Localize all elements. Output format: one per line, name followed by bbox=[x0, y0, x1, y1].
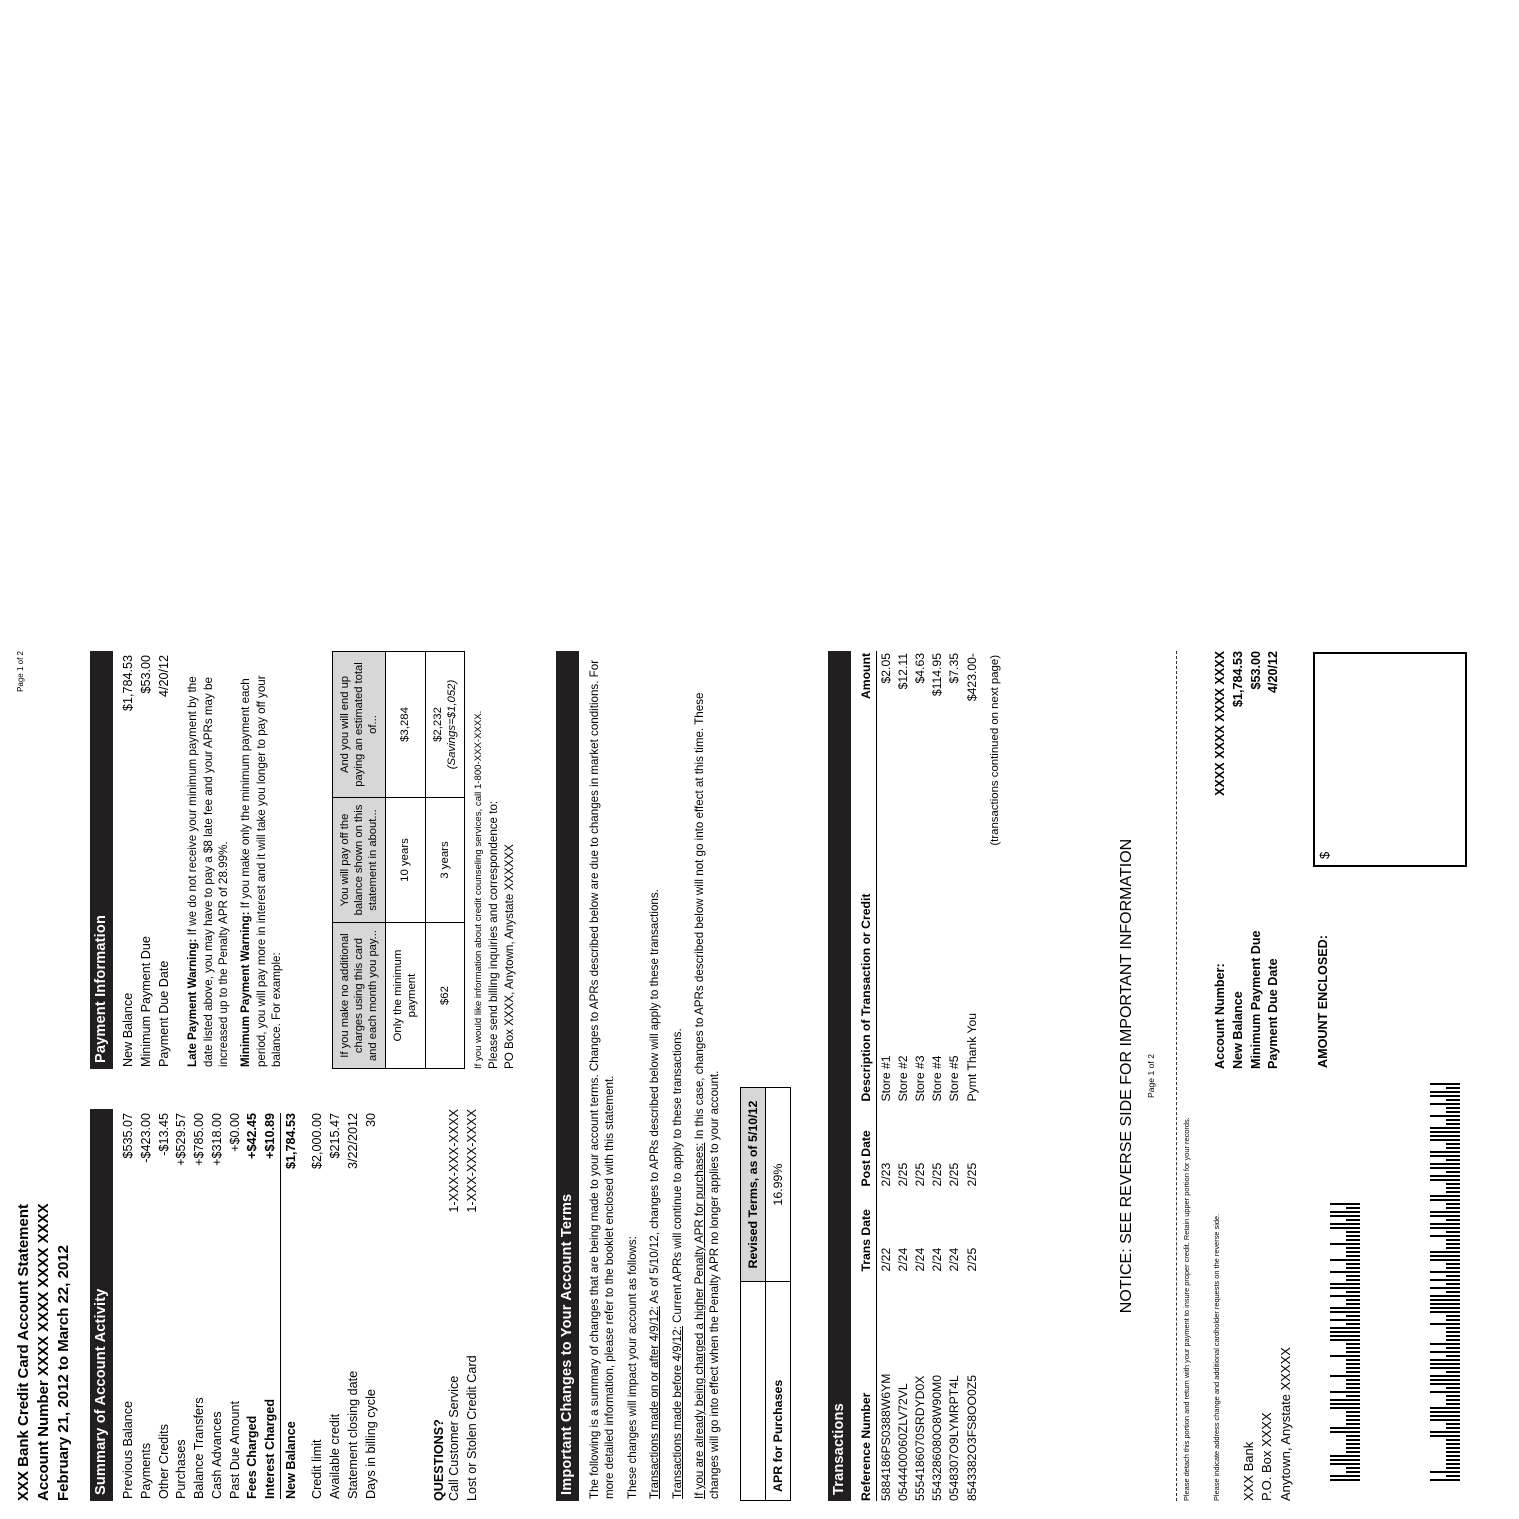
summary-value: $2,000.00 bbox=[310, 1113, 325, 1170]
min-warning-text: If you make only the minimum payment each period, you will pay more in interest and it will take you longer to pay off your balance. For example: bbox=[239, 675, 284, 1067]
changes-para-3-underline: If you are already being charged a higher Penalty APR for purchases: bbox=[693, 1142, 707, 1499]
summary-value: -$423.00 bbox=[138, 1113, 153, 1163]
table-row bbox=[1230, 651, 1248, 1069]
tx-col-amount: Amount bbox=[857, 651, 877, 779]
apr-table-header: Revised Terms, as of 5/10/12 bbox=[741, 1088, 766, 1282]
payment-information bbox=[90, 651, 292, 1069]
address-line-2: P.O. Box XXXX bbox=[1259, 1412, 1275, 1501]
changes-para-3 bbox=[692, 653, 723, 1499]
table-row bbox=[120, 1113, 138, 1499]
table-header-row bbox=[741, 1088, 766, 1501]
summary-label: Purchases bbox=[174, 1439, 189, 1499]
changes-intro: The following is a summary of changes that are being made to your account terms. Changes to APRs described below are due to changes in market conditions. For more detailed information, please refer to the booklet enclosed with this statement. bbox=[588, 659, 617, 1499]
table-row bbox=[138, 1113, 156, 1499]
questions-value[interactable]: 1-XXX-XXX-XXXX bbox=[464, 1109, 479, 1213]
mpw-time: 3 years bbox=[425, 797, 465, 922]
summary-label: Balance Transfers bbox=[192, 1397, 207, 1499]
table-row bbox=[1212, 651, 1230, 1069]
table-row bbox=[120, 655, 138, 1067]
mpw-time: 10 years bbox=[386, 797, 426, 922]
table-row bbox=[173, 1113, 191, 1499]
summary-label: Fees Charged bbox=[245, 1415, 260, 1499]
table-row bbox=[766, 1088, 791, 1501]
tx-amount: $12.11 bbox=[895, 653, 910, 690]
summary-value: 30 bbox=[363, 1113, 378, 1128]
summary-label: Statement closing date bbox=[345, 1370, 360, 1499]
tx-description: Store #3 bbox=[912, 1055, 927, 1102]
late-payment-warning bbox=[185, 655, 231, 1067]
amount-enclosed-row bbox=[1312, 651, 1468, 1069]
billing-inquiries bbox=[486, 651, 517, 1069]
header-period-line: February 21, 2012 to March 22, 2012 bbox=[55, 1245, 73, 1501]
table-header-row bbox=[857, 651, 877, 1501]
table-row bbox=[464, 1109, 482, 1501]
summary-value: -$13.45 bbox=[156, 1113, 171, 1156]
amount-enclosed-table bbox=[1312, 651, 1468, 1069]
questions-section bbox=[432, 1109, 481, 1501]
questions-label: Lost or Stolen Credit Card bbox=[464, 1355, 479, 1501]
table-row bbox=[446, 1109, 464, 1501]
mpw-total: $3,284 bbox=[386, 652, 426, 798]
table-row bbox=[894, 651, 911, 1501]
table-row bbox=[425, 652, 465, 1069]
apr-changes-table bbox=[740, 1087, 791, 1501]
postal-barcode-top bbox=[1330, 1171, 1364, 1481]
table-row bbox=[191, 1113, 209, 1499]
header-bank-line: XXX Bank Credit Card Account Statement bbox=[15, 1203, 32, 1501]
payment-info-value: $1,784.53 bbox=[121, 655, 136, 712]
minimum-payment-table-wrapper bbox=[332, 651, 493, 1069]
tx-reference: 5884186PS0388W6YM bbox=[878, 1373, 893, 1501]
changes-para-1-rest: As of 5/10/12, changes to APRs described below will apply to these transactions. bbox=[648, 889, 662, 1307]
payment-info-value: 4/20/12 bbox=[156, 655, 171, 698]
detach-dashed-line bbox=[1176, 651, 1177, 1501]
table-row bbox=[877, 651, 895, 1501]
tx-amount: $2.05 bbox=[878, 653, 893, 684]
tx-trans-date: 2/25 bbox=[964, 1247, 979, 1272]
tx-description: Pymt Thank You bbox=[964, 1012, 979, 1102]
summary-value: +$529.57 bbox=[174, 1113, 189, 1166]
tx-amount: $423.00- bbox=[964, 653, 979, 702]
table-row bbox=[963, 651, 980, 1501]
statement-header bbox=[14, 941, 74, 1501]
tx-reference: 0544400060ZLV72VL bbox=[895, 1383, 910, 1501]
table-row bbox=[386, 652, 426, 1069]
tx-amount: $7.35 bbox=[947, 653, 962, 684]
remit-label: Account Number: bbox=[1213, 963, 1228, 1069]
summary-value: +$785.00 bbox=[192, 1113, 207, 1166]
tx-reference: 5554186070SRDYD0X bbox=[912, 1375, 927, 1501]
billing-inquiries-line1: Please send billing inquiries and correspondence to: bbox=[487, 800, 500, 1069]
payment-info-title: Payment Information bbox=[90, 651, 113, 1069]
tx-post-date: 2/25 bbox=[912, 1162, 927, 1187]
table-row bbox=[155, 1113, 173, 1499]
summary-label: Credit limit bbox=[310, 1439, 325, 1499]
tx-col-trans-date: Trans Date bbox=[857, 1187, 877, 1272]
payment-info-label: Minimum Payment Due bbox=[138, 936, 153, 1067]
billing-inquiries-line2: PO Box XXXX, Anytown, Anystate XXXXXX bbox=[502, 844, 516, 1069]
tx-amount: $114.95 bbox=[930, 653, 945, 697]
remit-value: XXXX XXXX XXXX XXXX bbox=[1213, 651, 1228, 796]
remittance-page-number: Page 1 of 2 bbox=[1146, 1054, 1156, 1098]
late-warning-text: If we do not receive your minimum payment by the date listed above, you may have to pay a $8 late fee and your APRs may be increased up to the Penalty APR of 28.99%. bbox=[186, 676, 231, 1067]
changes-para-2-rest: Current APRs will continue to apply to these transactions. bbox=[670, 1028, 684, 1327]
changes-para-2 bbox=[670, 653, 685, 1499]
table-row bbox=[1247, 651, 1265, 1069]
currency-symbol: $ bbox=[1317, 851, 1332, 859]
transactions-table bbox=[857, 651, 1003, 1501]
table-row bbox=[980, 651, 1003, 1501]
transactions-continued-note: (transactions continued on next page) bbox=[989, 655, 1002, 846]
payment-info-value: $53.00 bbox=[138, 655, 153, 694]
summary-label: Interest Charged bbox=[263, 1398, 278, 1499]
table-row bbox=[138, 655, 156, 1067]
mpw-pay: Only the minimum payment bbox=[386, 923, 426, 1069]
minimum-payment-warning bbox=[238, 655, 284, 1067]
mpw-header-time: You will pay off the balance shown on this statement in about... bbox=[333, 797, 386, 922]
table-row bbox=[327, 1113, 345, 1499]
tx-reference: 5543286080O8W90M0 bbox=[930, 1374, 945, 1501]
changes-title: Important Changes to Your Account Terms bbox=[556, 651, 579, 1501]
mpw-total-value: $2,232 bbox=[431, 707, 444, 742]
table-row bbox=[226, 1113, 244, 1499]
credit-counseling-note: If you would like information about credit counseling services, call 1-800-XXX-XXXX. bbox=[473, 710, 484, 1069]
detach-instructions: Please detach this portion and return with your payment to insure proper credit. Retain upper portion for your records. bbox=[1182, 1117, 1191, 1501]
tx-post-date: 2/25 bbox=[930, 1162, 945, 1187]
summary-title: Summary of Account Activity bbox=[90, 1109, 113, 1501]
payment-info-label: Payment Due Date bbox=[156, 960, 171, 1067]
new-balance-row bbox=[280, 1113, 300, 1499]
table-row bbox=[362, 1113, 380, 1499]
mailing-address bbox=[1240, 1141, 1295, 1501]
tx-trans-date: 2/24 bbox=[930, 1247, 945, 1272]
header-account-line: Account Number XXXX XXXX XXXX XXXX bbox=[35, 1203, 53, 1501]
mpw-pay: $62 bbox=[425, 923, 465, 1069]
reverse-side-notice: NOTICE: SEE REVERSE SIDE FOR IMPORTANT INFORMATION bbox=[1118, 838, 1135, 1314]
table-row bbox=[155, 655, 173, 1067]
table-row bbox=[946, 651, 963, 1501]
summary-value: +$318.00 bbox=[209, 1113, 224, 1166]
remittance-table bbox=[1212, 651, 1283, 1069]
summary-value: +$42.45 bbox=[245, 1113, 260, 1159]
tx-col-description: Description of Transaction or Credit bbox=[857, 779, 877, 1102]
changes-para-1-underline: Transactions made on or after 4/9/12: bbox=[648, 1306, 662, 1499]
changes-para-1 bbox=[647, 653, 662, 1499]
summary-value: $215.47 bbox=[328, 1113, 343, 1159]
late-warning-label: Late Payment Warning: bbox=[186, 938, 200, 1067]
questions-table bbox=[446, 1109, 481, 1501]
summary-table bbox=[120, 1113, 380, 1499]
summary-label: Past Due Amount bbox=[227, 1400, 242, 1499]
summary-value: $535.07 bbox=[121, 1113, 136, 1159]
apr-row-label: APR for Purchases bbox=[766, 1282, 791, 1501]
spacer-row bbox=[300, 1113, 309, 1499]
tx-post-date: 2/25 bbox=[895, 1162, 910, 1187]
summary-label: Cash Advances bbox=[209, 1411, 224, 1499]
amount-enclosed-label: AMOUNT ENCLOSED: bbox=[1316, 935, 1330, 1068]
table-row bbox=[929, 651, 946, 1501]
summary-label: Available credit bbox=[328, 1413, 343, 1499]
payment-info-table bbox=[120, 655, 173, 1067]
tx-description: Store #1 bbox=[878, 1055, 893, 1102]
table-row bbox=[244, 1113, 262, 1499]
transactions-section bbox=[828, 651, 1003, 1501]
changes-impact: These changes will impact your account as follows: bbox=[625, 1236, 639, 1499]
summary-label: Days in billing cycle bbox=[363, 1389, 378, 1499]
summary-label: Payments bbox=[138, 1443, 153, 1499]
tx-reference: 0548307O9LYMRPT4L bbox=[947, 1375, 962, 1501]
summary-label: Previous Balance bbox=[121, 1400, 136, 1499]
questions-value[interactable]: 1-XXX-XXX-XXXX bbox=[447, 1109, 462, 1213]
tx-post-date: 2/25 bbox=[947, 1162, 962, 1187]
address-line-1: XXX Bank bbox=[1241, 1441, 1256, 1501]
tx-trans-date: 2/24 bbox=[947, 1247, 962, 1272]
summary-value: +$10.89 bbox=[263, 1113, 278, 1159]
summary-value: +$0.00 bbox=[227, 1113, 242, 1152]
table-row bbox=[1312, 651, 1468, 1069]
address-change-note: Please indicate address change and additional cardholder requests on the reverse side. bbox=[1212, 1213, 1221, 1501]
tx-col-reference: Reference Number bbox=[857, 1272, 877, 1502]
amount-enclosed-input[interactable] bbox=[1313, 652, 1467, 867]
table-header-row bbox=[333, 652, 386, 1069]
changes-para-3-rest: In this case, changes to APRs described below will not go into effect at this time. These changes will go into effect when the Penalty APR no longer applies to your account. bbox=[693, 692, 722, 1499]
tx-description: Store #2 bbox=[895, 1055, 910, 1102]
tx-post-date: 2/23 bbox=[878, 1162, 893, 1187]
tx-post-date: 2/25 bbox=[964, 1162, 979, 1187]
table-row bbox=[209, 1113, 227, 1499]
changes-para-2-underline: Transactions made before 4/9/12: bbox=[670, 1326, 684, 1499]
mpw-savings: (Savings=$1,052) bbox=[445, 679, 458, 770]
important-changes-section bbox=[556, 651, 730, 1501]
remittance-summary bbox=[1212, 651, 1283, 1069]
tx-amount: $4.63 bbox=[912, 653, 927, 684]
tx-col-post-date: Post Date bbox=[857, 1102, 877, 1187]
minimum-payment-table bbox=[332, 651, 465, 1069]
remit-value: $1,784.53 bbox=[1230, 651, 1245, 708]
tx-trans-date: 2/22 bbox=[878, 1247, 893, 1272]
statement-page bbox=[0, 633, 1519, 1519]
tx-description: Store #5 bbox=[947, 1055, 962, 1102]
remit-value: 4/20/12 bbox=[1266, 651, 1281, 694]
mpw-header-pay: If you make no additional charges using this card and each month you pay... bbox=[333, 923, 386, 1069]
table-row bbox=[911, 651, 928, 1501]
questions-title: QUESTIONS? bbox=[432, 1419, 446, 1501]
mpw-header-total: And you will end up paying an estimated total of... bbox=[333, 652, 386, 798]
remit-label: New Balance bbox=[1230, 991, 1245, 1069]
apr-row-value: 16.99% bbox=[766, 1088, 791, 1282]
tx-trans-date: 2/24 bbox=[912, 1247, 927, 1272]
summary-label: Other Credits bbox=[156, 1424, 171, 1499]
summary-value: 3/22/2012 bbox=[345, 1113, 360, 1170]
table-row bbox=[262, 1113, 280, 1499]
transactions-title: Transactions bbox=[828, 651, 851, 1501]
apr-changes-table-wrapper bbox=[740, 1087, 791, 1501]
remit-label: Payment Due Date bbox=[1266, 958, 1281, 1069]
questions-label: Call Customer Service bbox=[447, 1375, 462, 1501]
summary-of-account-activity bbox=[90, 1109, 380, 1501]
table-row bbox=[1265, 651, 1283, 1069]
new-balance-value: $1,784.53 bbox=[280, 1113, 300, 1230]
mpw-total bbox=[425, 652, 465, 798]
postal-barcode-bottom bbox=[1430, 1051, 1464, 1481]
tx-reference: 8543382O3FS8OO0Z5 bbox=[964, 1374, 979, 1501]
table-row bbox=[345, 1113, 363, 1499]
new-balance-label: New Balance bbox=[280, 1230, 300, 1499]
tx-description: Store #4 bbox=[930, 1055, 945, 1102]
tx-trans-date: 2/24 bbox=[895, 1247, 910, 1272]
header-page-corner: Page 1 of 2 bbox=[16, 651, 25, 692]
remit-label: Minimum Payment Due bbox=[1248, 930, 1263, 1069]
table-row bbox=[309, 1113, 327, 1499]
payment-info-label: New Balance bbox=[121, 992, 136, 1067]
remit-value: $53.00 bbox=[1248, 651, 1263, 690]
min-warning-label: Minimum Payment Warning: bbox=[239, 911, 253, 1067]
address-line-3: Anytown, Anystate XXXXX bbox=[1277, 1347, 1293, 1501]
